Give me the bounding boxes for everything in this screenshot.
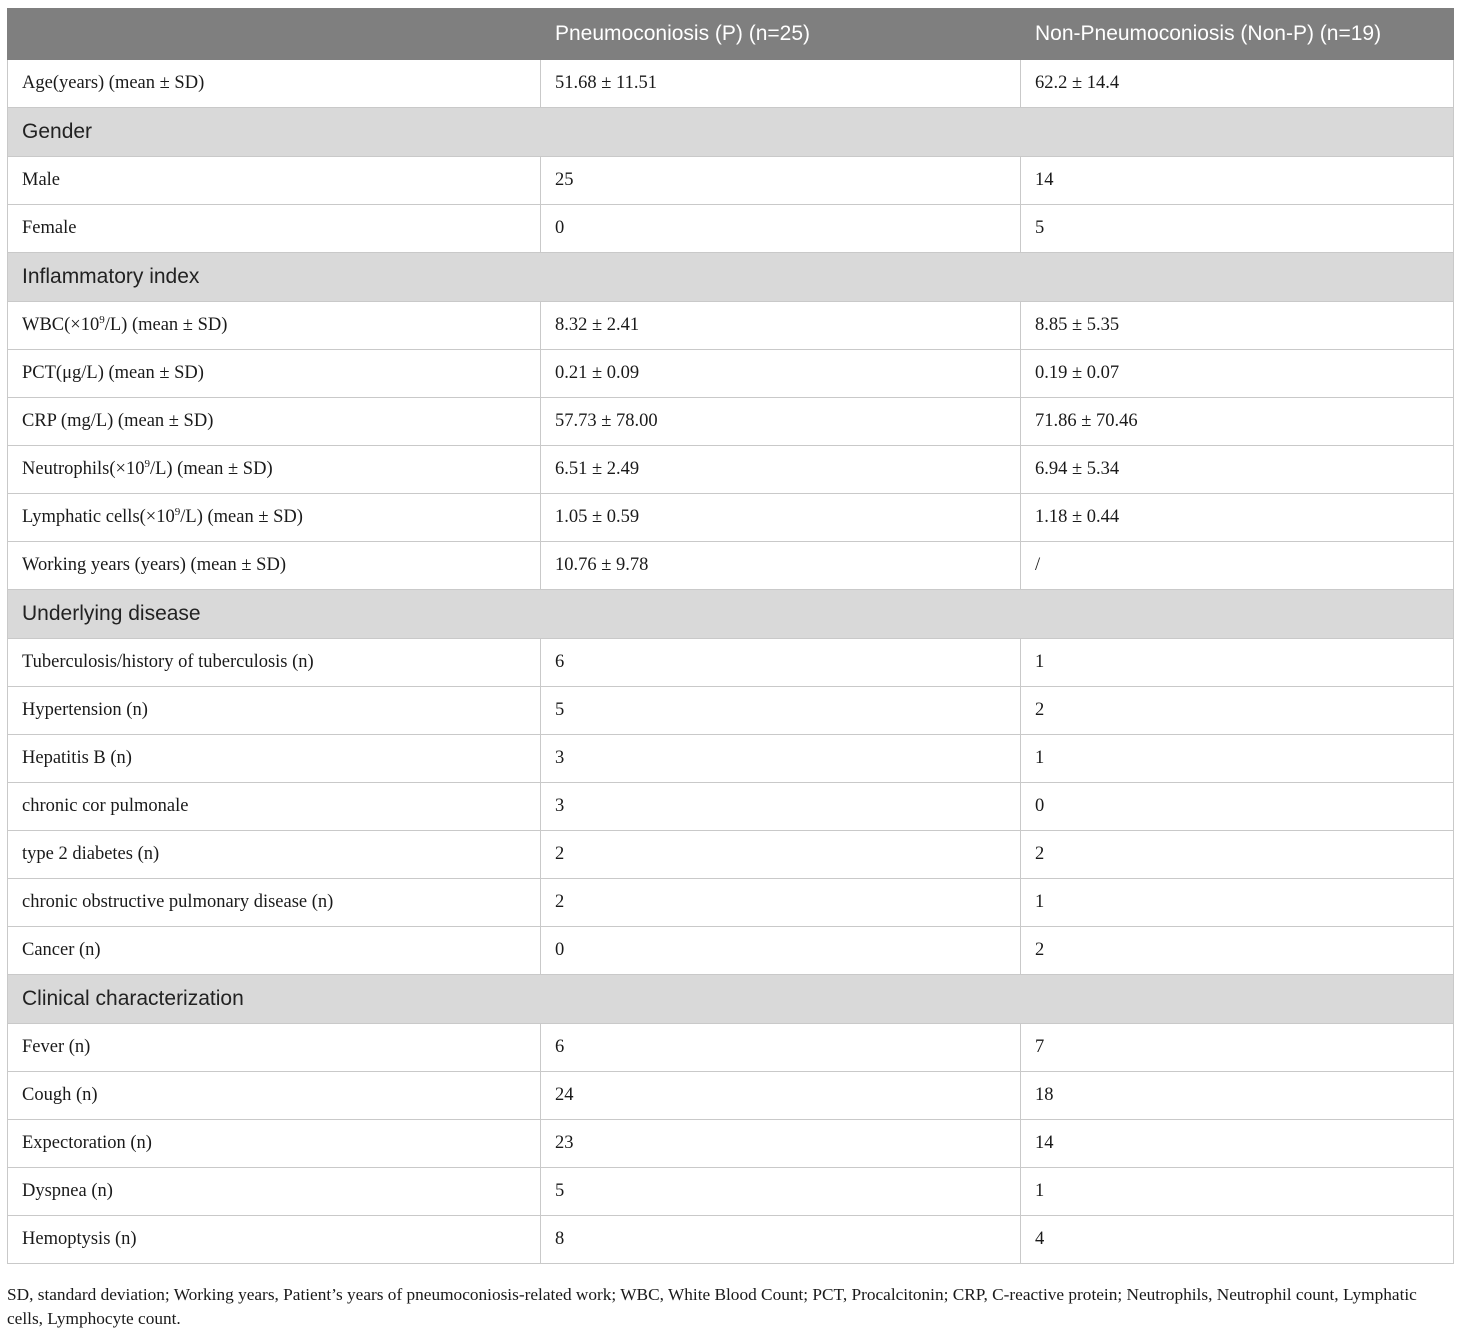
row-label: Expectoration (n): [8, 1120, 541, 1168]
row-label: type 2 diabetes (n): [8, 831, 541, 879]
cell-np: 5: [1021, 205, 1454, 253]
row-label: [8, 446, 541, 494]
table-row: [8, 205, 1454, 253]
table-container: [7, 8, 1453, 1264]
cell-np: 62.2 ± 14.4: [1021, 60, 1454, 108]
cell-p: 8: [541, 1216, 1021, 1264]
cell-np: 2: [1021, 831, 1454, 879]
row-label: Hypertension (n): [8, 687, 541, 735]
table-row: [8, 350, 1454, 398]
cell-np: 14: [1021, 157, 1454, 205]
row-label: Cough (n): [8, 1072, 541, 1120]
table-row: [8, 831, 1454, 879]
cell-p: 0: [541, 205, 1021, 253]
row-label: Hepatitis B (n): [8, 735, 541, 783]
cell-p: 2: [541, 831, 1021, 879]
cell-p: 0: [541, 927, 1021, 975]
cell-np: 0.19 ± 0.07: [1021, 350, 1454, 398]
row-label: Age(years) (mean ± SD): [8, 60, 541, 108]
cell-p: 51.68 ± 11.51: [541, 60, 1021, 108]
cell-p: 5: [541, 687, 1021, 735]
cell-p: 1.05 ± 0.59: [541, 494, 1021, 542]
table-row: [8, 542, 1454, 590]
cell-np: 14: [1021, 1120, 1454, 1168]
row-label: CRP (mg/L) (mean ± SD): [8, 398, 541, 446]
cell-np: 18: [1021, 1072, 1454, 1120]
cell-np: /: [1021, 542, 1454, 590]
row-label: Tuberculosis/history of tuberculosis (n): [8, 639, 541, 687]
row-label: [8, 302, 541, 350]
row-label: Cancer (n): [8, 927, 541, 975]
label-text: /L) (mean ± SD): [180, 507, 303, 527]
cell-p: 24: [541, 1072, 1021, 1120]
cell-p: 3: [541, 783, 1021, 831]
cell-p: 10.76 ± 9.78: [541, 542, 1021, 590]
row-label: Female: [8, 205, 541, 253]
cell-p: 8.32 ± 2.41: [541, 302, 1021, 350]
table-row: [8, 735, 1454, 783]
row-label: chronic cor pulmonale: [8, 783, 541, 831]
cell-np: 2: [1021, 927, 1454, 975]
table-row: [8, 398, 1454, 446]
section-inflammatory: Inflammatory index: [8, 253, 1454, 302]
characteristics-table: [7, 8, 1454, 1264]
cell-p: 23: [541, 1120, 1021, 1168]
table-footnote: SD, standard deviation; Working years, Patient’s years of pneumoconiosis-related work; WBC, White Blood Count; PCT, Procalcitonin; CRP, C-reactive protein; Neutrophils, Neutrophil count, Lymphatic cells, Lymphocyte count.: [7, 1285, 1417, 1328]
cell-np: 71.86 ± 70.46: [1021, 398, 1454, 446]
table-row: [8, 687, 1454, 735]
cell-np: 6.94 ± 5.34: [1021, 446, 1454, 494]
cell-p: 25: [541, 157, 1021, 205]
cell-p: 3: [541, 735, 1021, 783]
cell-np: 2: [1021, 687, 1454, 735]
label-text: /L) (mean ± SD): [104, 315, 228, 335]
cell-np: 1: [1021, 879, 1454, 927]
row-label: PCT(μg/L) (mean ± SD): [8, 350, 541, 398]
section-underlying: Underlying disease: [8, 590, 1454, 639]
table-row: [8, 157, 1454, 205]
cell-np: 1: [1021, 639, 1454, 687]
header-blank: [8, 9, 541, 60]
row-label: chronic obstructive pulmonary disease (n): [8, 879, 541, 927]
row-label: Fever (n): [8, 1024, 541, 1072]
table-row: [8, 1216, 1454, 1264]
table-row: [8, 446, 1454, 494]
cell-np: 1: [1021, 1168, 1454, 1216]
row-label: Dyspnea (n): [8, 1168, 541, 1216]
section-row: [8, 108, 1454, 157]
row-label: Hemoptysis (n): [8, 1216, 541, 1264]
cell-p: 5: [541, 1168, 1021, 1216]
cell-p: 57.73 ± 78.00: [541, 398, 1021, 446]
section-row: [8, 590, 1454, 639]
table-row: [8, 783, 1454, 831]
table-row: [8, 879, 1454, 927]
header-pneumoconiosis: Pneumoconiosis (P) (n=25): [541, 9, 1021, 60]
cell-np: 1.18 ± 0.44: [1021, 494, 1454, 542]
table-row: [8, 1120, 1454, 1168]
label-text: /L) (mean ± SD): [149, 459, 273, 479]
row-label: [8, 494, 541, 542]
table-row: [8, 1024, 1454, 1072]
section-gender: Gender: [8, 108, 1454, 157]
cell-p: 2: [541, 879, 1021, 927]
label-text: Neutrophils(×10: [22, 459, 145, 479]
cell-p: 6: [541, 1024, 1021, 1072]
cell-p: 0.21 ± 0.09: [541, 350, 1021, 398]
cell-np: 7: [1021, 1024, 1454, 1072]
section-row: [8, 253, 1454, 302]
section-row: [8, 975, 1454, 1024]
cell-np: 0: [1021, 783, 1454, 831]
cell-p: 6: [541, 639, 1021, 687]
table-row: [8, 494, 1454, 542]
header-non-pneumoconiosis: Non-Pneumoconiosis (Non-P) (n=19): [1021, 9, 1454, 60]
table-row: [8, 1072, 1454, 1120]
table-row: [8, 60, 1454, 108]
row-label: Working years (years) (mean ± SD): [8, 542, 541, 590]
superscript: 9: [99, 314, 105, 326]
cell-np: 1: [1021, 735, 1454, 783]
superscript: 9: [144, 458, 150, 470]
label-text: Lymphatic cells(×10: [22, 507, 175, 527]
table-row: [8, 1168, 1454, 1216]
table-row: [8, 639, 1454, 687]
header-row: [8, 9, 1454, 60]
cell-p: 6.51 ± 2.49: [541, 446, 1021, 494]
row-label: Male: [8, 157, 541, 205]
label-text: WBC(×10: [22, 315, 100, 335]
cell-np: 4: [1021, 1216, 1454, 1264]
table-row: [8, 302, 1454, 350]
cell-np: 8.85 ± 5.35: [1021, 302, 1454, 350]
table-row: [8, 927, 1454, 975]
superscript: 9: [174, 506, 181, 518]
section-clinical: Clinical characterization: [8, 975, 1454, 1024]
